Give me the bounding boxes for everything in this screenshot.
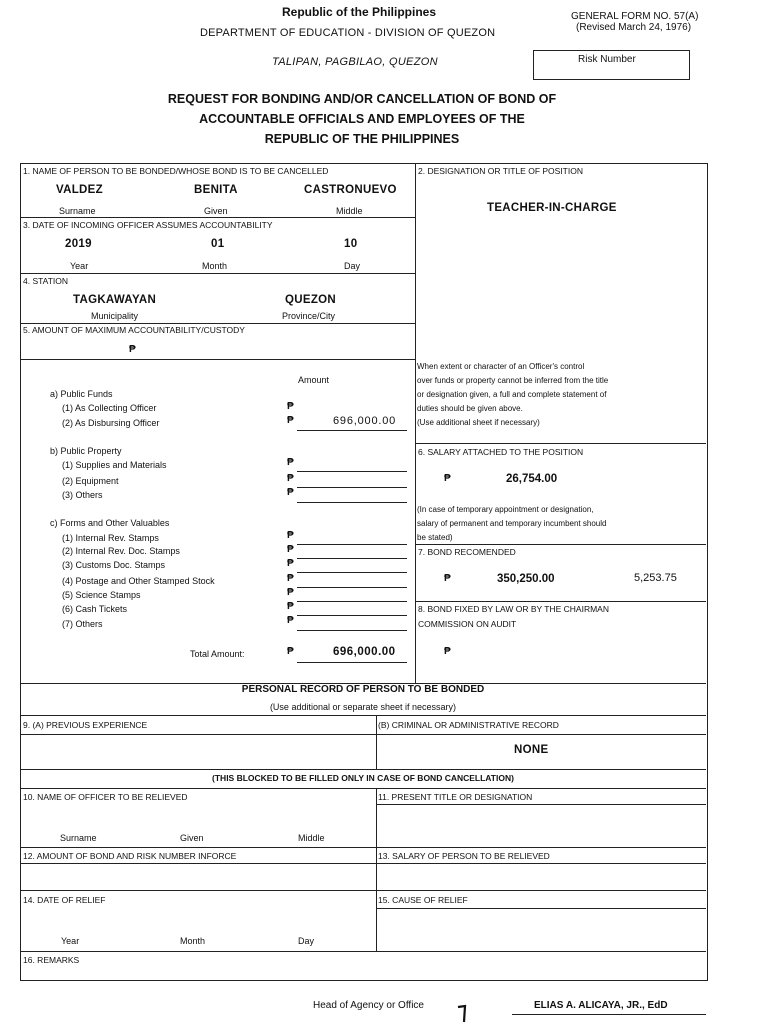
section7-label: 7. BOND RECOMENDED	[418, 547, 516, 557]
equipment-label: (2) Equipment	[62, 476, 119, 486]
peso-sign: ₱	[287, 615, 294, 626]
public-funds-label: a) Public Funds	[50, 389, 113, 399]
peso-sign: ₱	[287, 530, 294, 541]
republic-heading: Republic of the Philippines	[282, 5, 437, 19]
amount-line	[297, 558, 407, 559]
section14-label: 14. DATE OF RELIEF	[23, 895, 106, 905]
amount-line	[297, 487, 407, 488]
cancellation-note: (THIS BLOCKED TO BE FILLED ONLY IN CASE OF BOND CANCELLATION)	[212, 773, 514, 783]
revised-date: (Revised March 24, 1976)	[576, 22, 692, 33]
peso-sign: ₱	[287, 487, 294, 498]
section12-label: 12. AMOUNT OF BOND AND RISK NUMBER INFORCE	[23, 851, 237, 861]
supplies-label: (1) Supplies and Materials	[62, 460, 167, 470]
given-label: Given	[204, 206, 228, 216]
disbursing-officer-label: (2) As Disbursing Officer	[62, 418, 160, 428]
divider	[415, 601, 706, 602]
date-month-value[interactable]: 01	[211, 238, 225, 250]
divider	[415, 544, 706, 545]
peso-sign: ₱	[287, 473, 294, 484]
section2-note: over funds or property cannot be inferred from the title	[417, 376, 609, 385]
personal-record-subtitle: (Use additional or separate sheet if necessary)	[269, 702, 457, 712]
others-b-label: (3) Others	[62, 490, 103, 500]
divider	[376, 788, 377, 951]
collecting-officer-label: (1) As Collecting Officer	[62, 403, 157, 413]
head-of-agency-label: Head of Agency or Office	[313, 1000, 424, 1011]
others-c-label: (7) Others	[62, 619, 103, 629]
section2-label: 2. DESIGNATION OR TITLE OF POSITION	[418, 166, 583, 176]
amount-header: Amount	[298, 375, 330, 385]
upper-divider	[415, 163, 416, 683]
surname-label: Surname	[59, 206, 96, 216]
peso-sign: ₱	[287, 587, 294, 598]
section15-label: 15. CAUSE OF RELIEF	[378, 895, 468, 905]
relief-month-label: Month	[180, 936, 206, 946]
signature-line	[512, 1014, 706, 1015]
date-year-value[interactable]: 2019	[65, 238, 92, 250]
relief-year-label: Year	[61, 936, 80, 946]
section1-label: 1. NAME OF PERSON TO BE BONDED/WHOSE BOND IS TO BE CANCELLED	[23, 166, 329, 176]
section6-label: 6. SALARY ATTACHED TO THE POSITION	[418, 447, 584, 457]
peso-sign: ₱	[287, 415, 294, 426]
internal-doc-label: (2) Internal Rev. Doc. Stamps	[62, 546, 180, 556]
peso-sign: ₱	[287, 401, 294, 412]
section5-label: 5. AMOUNT OF MAXIMUM ACCOUNTABILITY/CUSTODY	[23, 325, 245, 335]
amount-line	[297, 587, 407, 588]
risk-number-label: Risk Number	[578, 54, 636, 65]
criminal-record-value[interactable]: NONE	[514, 744, 549, 756]
peso-sign: ₱	[287, 573, 294, 584]
form-title-line2: ACCOUNTABLE OFFICIALS AND EMPLOYEES OF THE	[199, 112, 525, 126]
peso-sign: ₱	[287, 544, 294, 555]
divider	[20, 715, 706, 716]
peso-sign: ₱	[129, 344, 136, 355]
total-amount-value[interactable]: 696,000.00	[333, 646, 396, 658]
relief-day-label: Day	[298, 936, 315, 946]
divider	[20, 323, 416, 324]
middle-label: Middle	[336, 206, 363, 216]
province-value[interactable]: QUEZON	[285, 294, 336, 306]
divider	[20, 863, 706, 864]
municipality-value[interactable]: TAGKAWAYAN	[73, 294, 157, 306]
amount-line	[297, 572, 407, 573]
amount-line	[297, 601, 407, 602]
province-label: Province/City	[282, 311, 336, 321]
divider	[20, 847, 706, 848]
criminal-record-label: (B) CRIMINAL OR ADMINISTRATIVE RECORD	[378, 720, 559, 730]
year-label: Year	[70, 261, 89, 271]
section2-note: duties should be given above.	[417, 404, 523, 413]
divider	[20, 217, 416, 218]
section4-label: 4. STATION	[23, 276, 69, 286]
section11-label: 11. PRESENT TITLE OR DESIGNATION	[378, 792, 533, 802]
amount-line	[297, 630, 407, 631]
public-property-label: b) Public Property	[50, 446, 122, 456]
divider	[20, 769, 706, 770]
peso-sign: ₱	[287, 457, 294, 468]
divider	[20, 788, 706, 789]
internal-rev-label: (1) Internal Rev. Stamps	[62, 533, 159, 543]
divider	[20, 359, 416, 360]
section6-note: salary of permanent and temporary incumbent should	[417, 519, 607, 528]
given-name-value[interactable]: BENITA	[194, 184, 238, 196]
amount-line	[297, 502, 407, 503]
relieved-given-label: Given	[180, 833, 204, 843]
section8-label: 8. BOND FIXED BY LAW OR BY THE CHAIRMAN	[418, 604, 609, 614]
bond-recommended-value[interactable]: 350,250.00	[497, 573, 555, 585]
section10-label: 10. NAME OF OFFICER TO BE RELIEVED	[23, 792, 188, 802]
relieved-middle-label: Middle	[298, 833, 325, 843]
peso-sign: ₱	[287, 601, 294, 612]
amount-line	[297, 544, 407, 545]
forms-label: c) Forms and Other Valuables	[50, 518, 170, 528]
amount-line	[297, 430, 407, 431]
amount-line	[297, 471, 407, 472]
relieved-surname-label: Surname	[60, 833, 97, 843]
peso-sign: ₱	[444, 473, 451, 484]
signature-mark-icon	[455, 1002, 469, 1024]
divider	[376, 715, 377, 769]
designation-value[interactable]: TEACHER-IN-CHARGE	[487, 202, 617, 214]
form-title-line1: REQUEST FOR BONDING AND/OR CANCELLATION OF BOND OF	[167, 92, 557, 106]
address-heading: TALIPAN, PAGBILAO, QUEZON	[272, 56, 438, 68]
peso-sign: ₱	[444, 573, 451, 584]
section6-note: (In case of temporary appointment or designation,	[417, 505, 594, 514]
divider	[376, 908, 706, 909]
date-day-value[interactable]: 10	[344, 238, 358, 250]
amount-line	[297, 662, 407, 663]
salary-value[interactable]: 26,754.00	[506, 473, 558, 485]
day-label: Day	[344, 261, 361, 271]
science-label: (5) Science Stamps	[62, 590, 141, 600]
divider	[20, 273, 416, 274]
form-title-line3: REPUBLIC OF THE PHILIPPINES	[264, 132, 460, 146]
postage-label: (4) Postage and Other Stamped Stock	[62, 576, 215, 586]
municipality-label: Municipality	[91, 311, 139, 321]
section13-label: 13. SALARY OF PERSON TO BE RELIEVED	[378, 851, 550, 861]
risk-number-box[interactable]	[533, 50, 690, 80]
amount-line	[297, 615, 407, 616]
section2-note: or designation given, a full and complete statement of	[417, 390, 607, 399]
section16-label: 16. REMARKS	[23, 955, 80, 965]
surname-value[interactable]: VALDEZ	[56, 184, 103, 196]
form-number: GENERAL FORM NO. 57(A)	[571, 11, 699, 22]
divider	[20, 890, 706, 891]
customs-label: (3) Customs Doc. Stamps	[62, 560, 166, 570]
peso-sign: ₱	[444, 646, 451, 657]
divider	[20, 951, 706, 952]
section6-note: be stated)	[417, 533, 453, 542]
bond-premium-value[interactable]: 5,253.75	[634, 572, 677, 584]
head-of-agency-name: ELIAS A. ALICAYA, JR., EdD	[534, 1000, 668, 1011]
peso-sign: ₱	[287, 558, 294, 569]
total-amount-label: Total Amount:	[190, 649, 245, 659]
middle-name-value[interactable]: CASTRONUEVO	[304, 184, 397, 196]
divider	[415, 443, 706, 444]
personal-record-title: PERSONAL RECORD OF PERSON TO BE BONDED	[241, 684, 485, 695]
section8-label: COMMISSION ON AUDIT	[418, 619, 517, 629]
previous-experience-label: 9. (A) PREVIOUS EXPERIENCE	[23, 720, 148, 730]
section3-label: 3. DATE OF INCOMING OFFICER ASSUMES ACCOUNTABILITY	[23, 220, 273, 230]
disbursing-amount-value[interactable]: 696,000.00	[333, 415, 397, 427]
divider	[376, 804, 706, 805]
department-heading: DEPARTMENT OF EDUCATION - DIVISION OF QUEZON	[200, 27, 496, 39]
cash-tickets-label: (6) Cash Tickets	[62, 604, 128, 614]
section2-note: (Use additional sheet if necessary)	[417, 418, 540, 427]
divider	[20, 734, 706, 735]
peso-sign: ₱	[287, 646, 294, 657]
section2-note: When extent or character of an Officer's control	[417, 362, 585, 371]
month-label: Month	[202, 261, 228, 271]
